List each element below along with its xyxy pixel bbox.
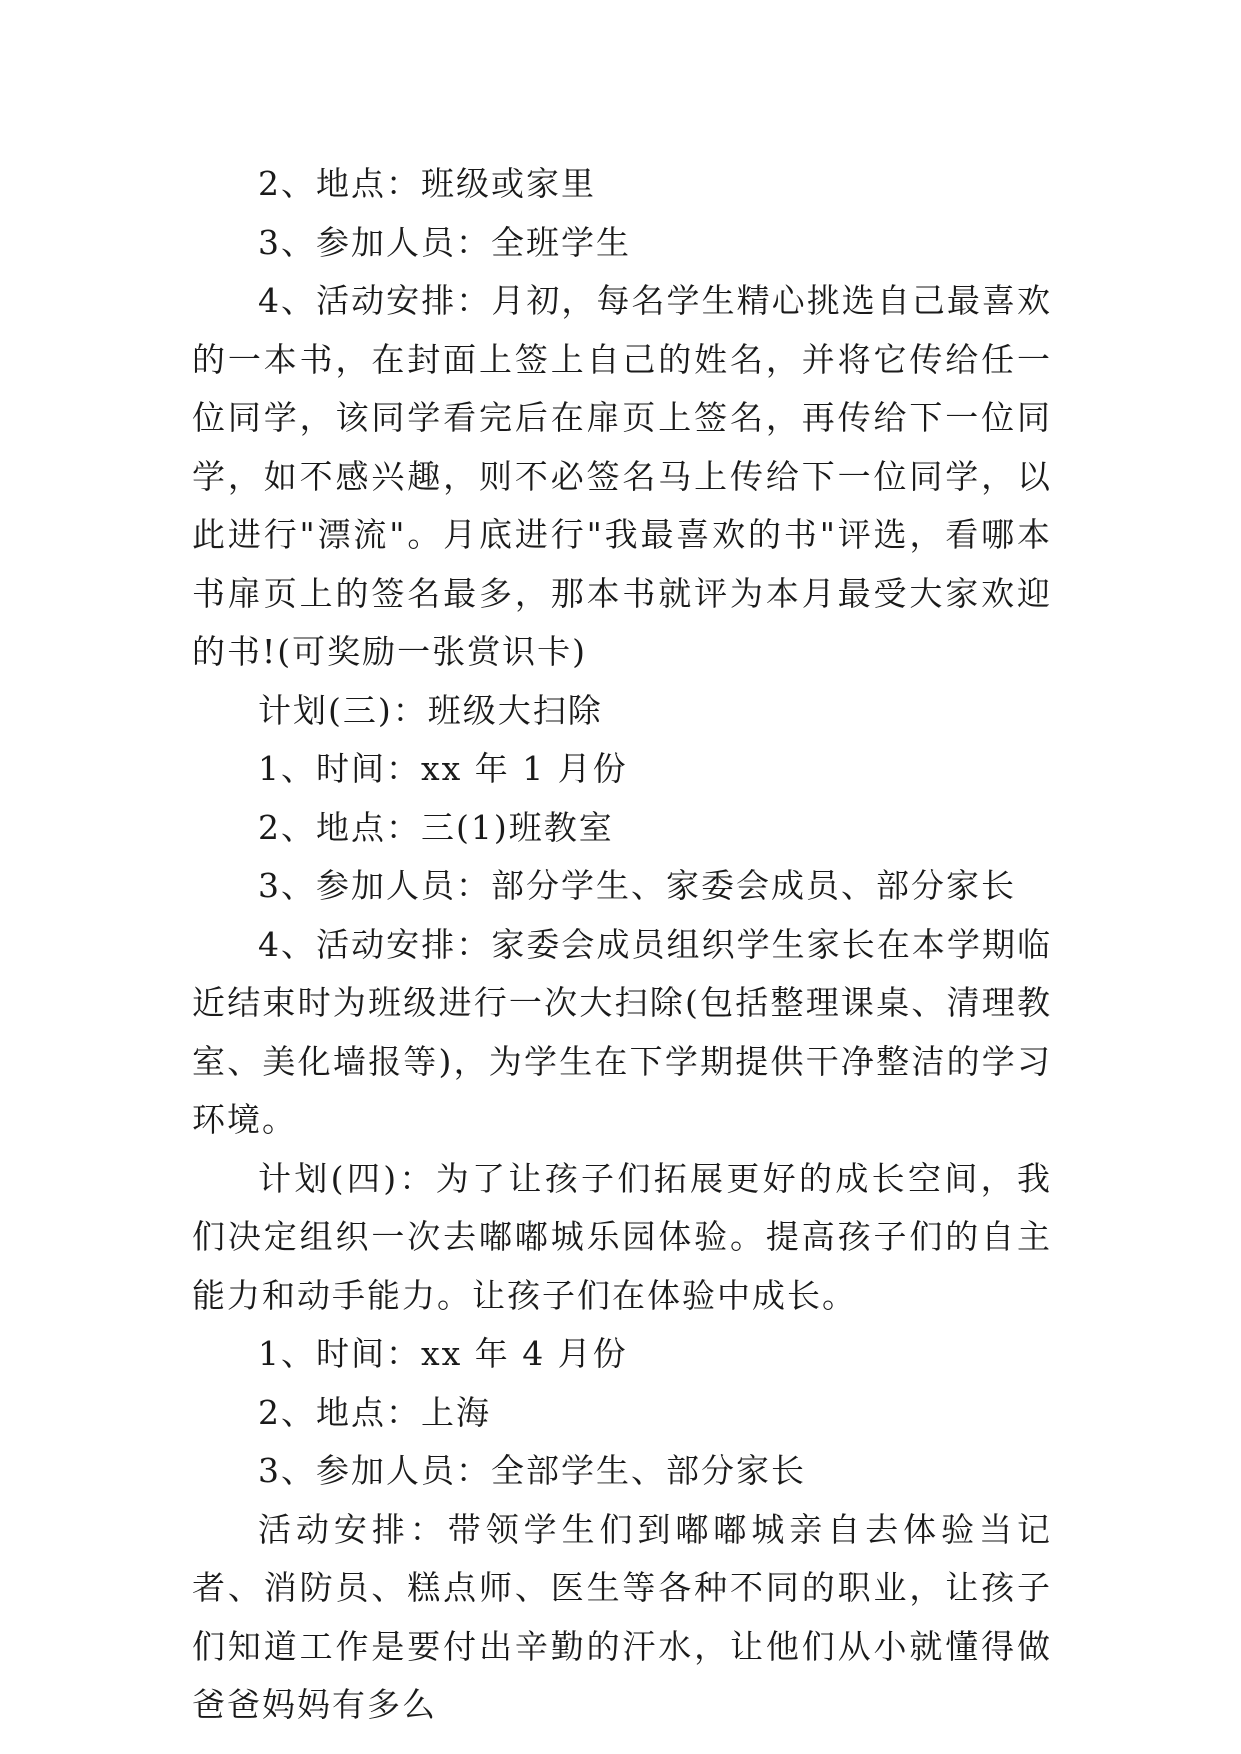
paragraph-activity-arrangement: 活动安排：带领学生们到嘟嘟城亲自去体验当记者、消防员、糕点师、医生等各种不同的职业，让孩子们知道工作是要付出辛勤的汗水，让他们从小就懂得做爸爸妈妈有多么 bbox=[192, 1509, 1052, 1724]
document-body bbox=[192, 155, 1052, 1735]
paragraph-time: 1、时间：xx 年 1 月份 bbox=[258, 749, 628, 788]
paragraph-time: 1、时间：xx 年 4 月份 bbox=[258, 1334, 628, 1373]
paragraph-location: 2、地点：班级或家里 bbox=[258, 164, 596, 203]
paragraph-activity-arrangement: 4、活动安排：月初，每名学生精心挑选自己最喜欢的一本书，在封面上签上自己的姓名，并将它传给任一位同学，该同学看完后在扉页上签名，再传给下一位同学，如不感兴趣，则不必签名马上传给下一位同学，以此进行"漂流"。月底进行"我最喜欢的书"评选，看哪本书扉页上的签名最多，那本书就评为本月最受大家欢迎的书!(可奖励一张赏识卡) bbox=[192, 281, 1052, 671]
paragraph-location: 2、地点：三(1)班教室 bbox=[258, 807, 614, 847]
paragraph-location: 2、地点：上海 bbox=[258, 1392, 491, 1432]
paragraph-activity-arrangement: 4、活动安排：家委会成员组织学生家长在本学期临近结束时为班级进行一次大扫除(包括整理课桌、清理教室、美化墙报等)，为学生在下学期提供干净整洁的学习环境。 bbox=[192, 924, 1052, 1139]
heading-plan-three: 计划(三)：班级大扫除 bbox=[258, 690, 603, 730]
heading-plan-four: 计划(四)：为了让孩子们拓展更好的成长空间，我们决定组织一次去嘟嘟城乐园体验。提高孩子们的自主能力和动手能力。让孩子们在体验中成长。 bbox=[192, 1158, 1052, 1315]
paragraph-participants: 3、参加人员：全部学生、部分家长 bbox=[258, 1451, 806, 1490]
paragraph-participants: 3、参加人员：部分学生、家委会成员、部分家长 bbox=[258, 866, 1016, 905]
paragraph-participants: 3、参加人员：全班学生 bbox=[258, 222, 631, 262]
